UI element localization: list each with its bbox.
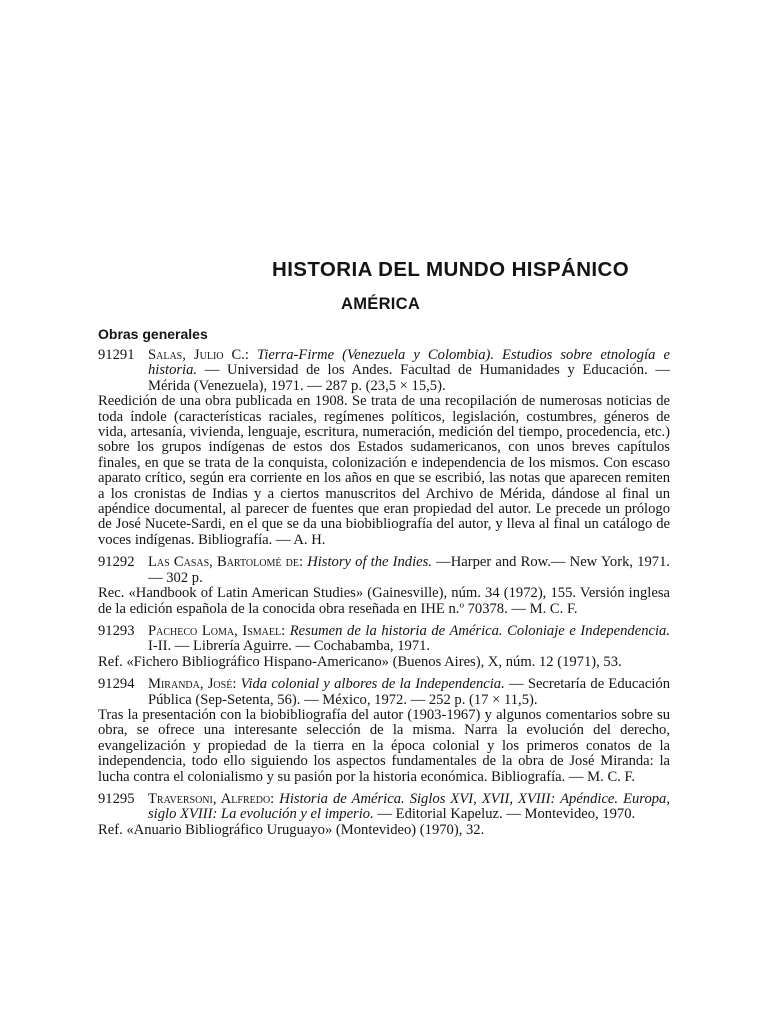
entry-author: Pacheco Loma, Ismael:: [148, 622, 286, 639]
entry-annotation: Tras la presentación con la biobibliografía del autor (1903-1967) y algunos comentarios sobre su obra, se ofrece una interesante selección de la misma. Narra la evolución del derecho, evangelización y propiedad de la tierra en la época colonial y los primeros conatos de la independencia, todo ello siguiendo los aspectos fundamentales de la obra de José Miranda: la lucha contra el colonialismo y su pasión por la historia económica. Bibliografía. — M. C. F.: [98, 706, 670, 785]
entry-title: Vida colonial y albores de la Independencia.: [240, 676, 505, 693]
entry-author: Traversoni, Alfredo:: [148, 790, 275, 807]
entry-publication: — Editorial Kapeluz. — Montevideo, 1970.: [377, 806, 636, 823]
bibliography-entry: [98, 624, 670, 670]
entry-author: Las Casas, Bartolomé de:: [148, 554, 304, 571]
entry-citation: [98, 792, 670, 823]
entry-publication: — Universidad de los Andes. Facultad de Humanidades y Educación. — Mérida (Venezuela), 1971. — 287 p. (23,5 × 15,5).: [148, 362, 670, 394]
page-title: HISTORIA DEL MUNDO HISPÁNICO: [272, 258, 630, 281]
entry-annotation: Rec. «Handbook of Latin American Studies» (Gainesville), núm. 34 (1972), 155. Versión inglesa de la edición española de la conocida obra reseñada en IHE n.º 70378. — M. C. F.: [98, 585, 670, 617]
entry-number: 91295: [98, 790, 135, 807]
entry-number: 91292: [98, 554, 135, 571]
entry-title: History of the Indies.: [307, 554, 432, 571]
entry-number: 91294: [98, 676, 135, 693]
entry-annotation: Reedición de una obra publicada en 1908. Se trata de una recopilación de numerosas noticias de toda índole (características raciales, regímenes políticos, legislación, costumbres, géneros de vida, artesanía, vivienda, lenguaje, escritura, numeración, medición del tiempo, procedencia, etc.) sobre los grupos indígenas de estos dos Estados sudamericanos, con unos breves capítulos finales, en que se trata de la conquista, colonización e independencia de los mismos. Con escaso aparato crítico, según era corriente en los años en que se escribió, las notas que aparecen remiten a los cronistas de Indias y a ciertos manuscritos del Archivo de Mérida, dándose al final un apéndice documental, al parecer de fuentes que eran propiedad del autor. Le precede un prólogo de José Nucete-Sardi, en el que se da una biobibliografía del autor, y lleva al final un catálogo de voces indígenas. Bibliografía. — A. H.: [98, 393, 670, 548]
entry-publication: —Harper and Row.— New York, 1971. — 302 p.: [148, 554, 671, 586]
bibliography-entry: [98, 555, 670, 617]
bibliography-list: [98, 348, 670, 845]
entry-title: Historia de América. Siglos XVI, XVII, XVIII: Apéndice. Europa, siglo XVIII: La evolución y el imperio.: [148, 790, 670, 823]
bibliography-entry: [98, 792, 670, 838]
entry-citation: [98, 624, 670, 655]
entry-annotation: Ref. «Fichero Bibliográfico Hispano-Americano» (Buenos Aires), X, núm. 12 (1971), 53.: [98, 653, 622, 670]
entry-publication: — Secretaría de Educación Pública (Sep-Setenta, 56). — México, 1972. — 252 p. (17 × 11,5).: [148, 676, 671, 708]
page-subtitle: AMÉRICA: [341, 295, 421, 313]
entry-annotation: Ref. «Anuario Bibliográfico Uruguayo» (Montevideo) (1970), 32.: [98, 821, 485, 838]
entry-title: Tierra-Firme (Venezuela y Colombia). Estudios sobre etnología e historia.: [148, 347, 670, 379]
entry-citation: [98, 677, 670, 708]
entry-citation: [98, 348, 670, 394]
entry-citation: [98, 555, 670, 586]
entry-number: 91293: [98, 622, 135, 639]
bibliography-entry: [98, 677, 670, 785]
section-heading: Obras generales: [98, 326, 208, 342]
entry-number: 91291: [98, 347, 135, 363]
entry-author: Salas, Julio C.:: [148, 347, 249, 363]
bibliography-entry: [98, 348, 670, 548]
entry-title: Resumen de la historia de América. Coloniaje e Independencia.: [289, 622, 670, 639]
entry-author: Miranda, José:: [148, 676, 237, 693]
entry-publication: I-II. — Librería Aguirre. — Cochabamba, 1971.: [148, 638, 431, 655]
